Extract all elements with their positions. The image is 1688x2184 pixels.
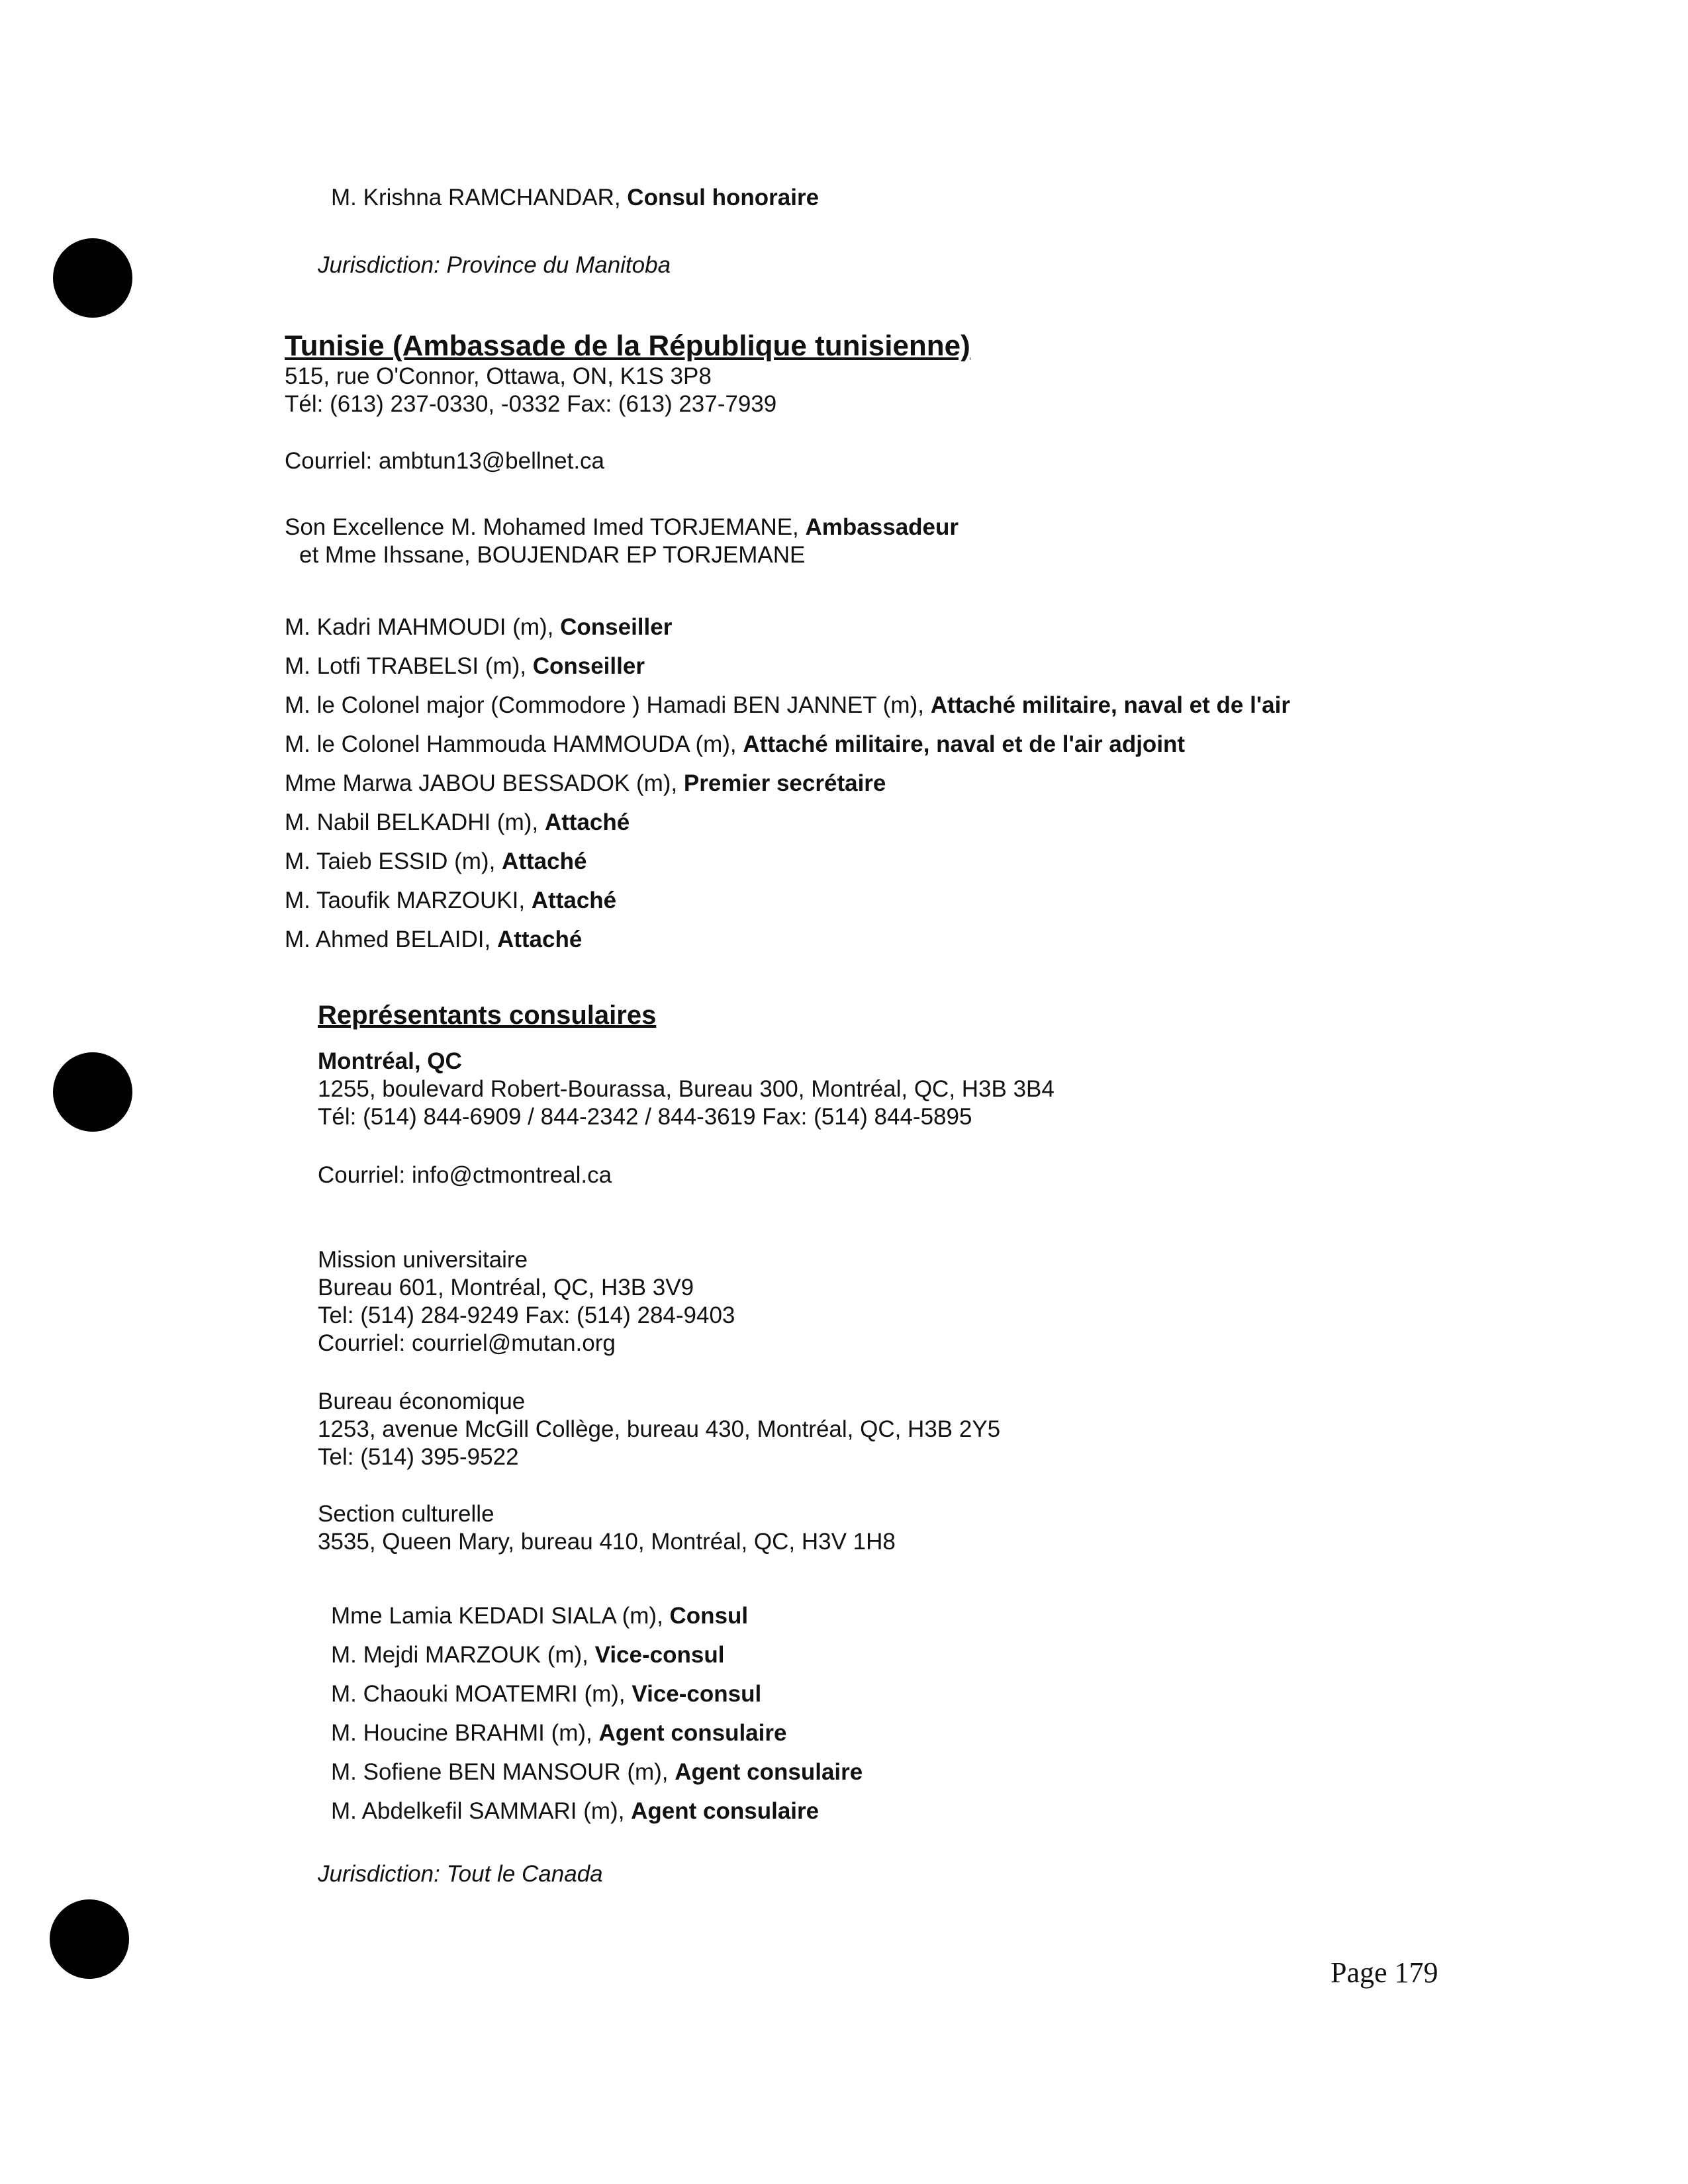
binder-hole-middle [53, 1052, 132, 1132]
staff-name: M. Taoufik MARZOUKI, [285, 887, 532, 913]
staff-name: M. le Colonel Hammouda HAMMOUDA (m), [285, 731, 743, 757]
staff-name: M. Nabil BELKADHI (m), [285, 809, 545, 835]
mission-address: Bureau 601, Montréal, QC, H3B 3V9 [318, 1275, 694, 1300]
consular-office-block [318, 1048, 1055, 1131]
staff-title: Agent consulaire [675, 1759, 863, 1785]
consular-phone: Tél: (514) 844-6909 / 844-2342 / 844-3619 Fax: (514) 844-5895 [318, 1104, 972, 1130]
consular-staff-row [331, 1596, 863, 1635]
staff-title: Attaché [544, 809, 630, 835]
staff-title: Attaché [531, 887, 617, 913]
page-number: Page 179 [1331, 1956, 1438, 1989]
embassy-address-block [285, 363, 776, 418]
staff-name: M. Chaouki MOATEMRI (m), [331, 1681, 632, 1707]
staff-row [285, 725, 1290, 764]
top-jurisdiction: Jurisdiction: Province du Manitoba [318, 252, 671, 278]
staff-title: Agent consulaire [598, 1720, 787, 1746]
staff-title: Conseiller [560, 614, 673, 640]
staff-title: Vice-consul [594, 1642, 725, 1668]
ambassador-name: Son Excellence M. Mohamed Imed TORJEMANE, [285, 514, 806, 540]
mission-universitaire-block [318, 1246, 735, 1357]
staff-row [285, 647, 1290, 686]
economic-title: Bureau économique [318, 1388, 526, 1414]
staff-row [285, 881, 1290, 920]
consular-jurisdiction: Jurisdiction: Tout le Canada [318, 1861, 603, 1887]
staff-title: Attaché [502, 848, 587, 874]
consular-staff-row [331, 1635, 863, 1674]
mission-phone: Tel: (514) 284-9249 Fax: (514) 284-9403 [318, 1302, 735, 1328]
staff-title: Attaché militaire, naval et de l'air adjoint [743, 731, 1186, 757]
embassy-staff-list [285, 608, 1290, 959]
staff-title: Attaché militaire, naval et de l'air [930, 692, 1290, 718]
economic-office-block [318, 1388, 1000, 1471]
consular-email: Courriel: info@ctmontreal.ca [318, 1162, 612, 1188]
consular-staff-row [331, 1752, 863, 1792]
staff-title: Agent consulaire [631, 1798, 820, 1824]
staff-title: Conseiller [532, 653, 645, 679]
cultural-address: 3535, Queen Mary, bureau 410, Montréal, QC, H3V 1H8 [318, 1529, 896, 1555]
staff-row [285, 764, 1290, 803]
embassy-email: Courriel: ambtun13@bellnet.ca [285, 448, 605, 474]
consular-address: 1255, boulevard Robert-Bourassa, Bureau 300, Montréal, QC, H3B 3B4 [318, 1076, 1055, 1102]
binder-hole-top [53, 238, 132, 318]
staff-title: Premier secrétaire [683, 770, 886, 796]
embassy-phone: Tél: (613) 237-0330, -0332 Fax: (613) 237-7939 [285, 391, 777, 417]
cultural-title: Section culturelle [318, 1501, 494, 1527]
staff-title: Attaché [496, 927, 583, 952]
staff-title: Vice-consul [632, 1681, 762, 1707]
staff-name: M. le Colonel major (Commodore ) Hamadi BEN JANNET (m), [285, 692, 931, 718]
staff-name: Mme Lamia KEDADI SIALA (m), [331, 1603, 670, 1629]
top-entry-name: M. Krishna RAMCHANDAR, [331, 185, 628, 210]
economic-phone: Tel: (514) 395-9522 [318, 1444, 519, 1470]
consular-staff-list [331, 1596, 863, 1831]
consular-city: Montréal, QC [318, 1048, 462, 1074]
staff-name: Mme Marwa JABOU BESSADOK (m), [285, 770, 684, 796]
ambassador-block [285, 514, 959, 569]
ambassador-line [285, 514, 959, 541]
staff-name: M. Taieb ESSID (m), [285, 848, 502, 874]
consular-staff-row [331, 1792, 863, 1831]
economic-address: 1253, avenue McGill Collège, bureau 430, Montréal, QC, H3B 2Y5 [318, 1416, 1001, 1442]
ambassador-title: Ambassadeur [805, 514, 959, 540]
cultural-section-block [318, 1500, 896, 1556]
top-entry [331, 184, 819, 212]
mission-email: Courriel: courriel@mutan.org [318, 1330, 616, 1356]
staff-name: M. Lotfi TRABELSI (m), [285, 653, 533, 679]
staff-row [285, 920, 1290, 959]
staff-name: M. Kadri MAHMOUDI (m), [285, 614, 561, 640]
consular-staff-row [331, 1674, 863, 1713]
staff-row [285, 608, 1290, 647]
staff-row [285, 803, 1290, 842]
consular-heading: Représentants consulaires [318, 1001, 657, 1030]
staff-row [285, 842, 1290, 881]
embassy-heading: Tunisie (Ambassade de la République tunisienne) [285, 330, 970, 362]
staff-title: Consul [669, 1603, 749, 1629]
consular-staff-row [331, 1713, 863, 1752]
staff-name: M. Sofiene BEN MANSOUR (m), [331, 1759, 675, 1785]
ambassador-spouse: et Mme Ihssane, BOUJENDAR EP TORJEMANE [299, 542, 806, 568]
embassy-address: 515, rue O'Connor, Ottawa, ON, K1S 3P8 [285, 363, 712, 389]
staff-name: M. Mejdi MARZOUK (m), [331, 1642, 595, 1668]
binder-hole-bottom [50, 1899, 129, 1979]
staff-row [285, 686, 1290, 725]
mission-title: Mission universitaire [318, 1247, 528, 1273]
top-entry-title: Consul honoraire [627, 185, 820, 210]
staff-name: M. Abdelkefil SAMMARI (m), [331, 1798, 632, 1824]
staff-name: M. Ahmed BELAIDI, [285, 927, 497, 952]
staff-name: M. Houcine BRAHMI (m), [331, 1720, 599, 1746]
